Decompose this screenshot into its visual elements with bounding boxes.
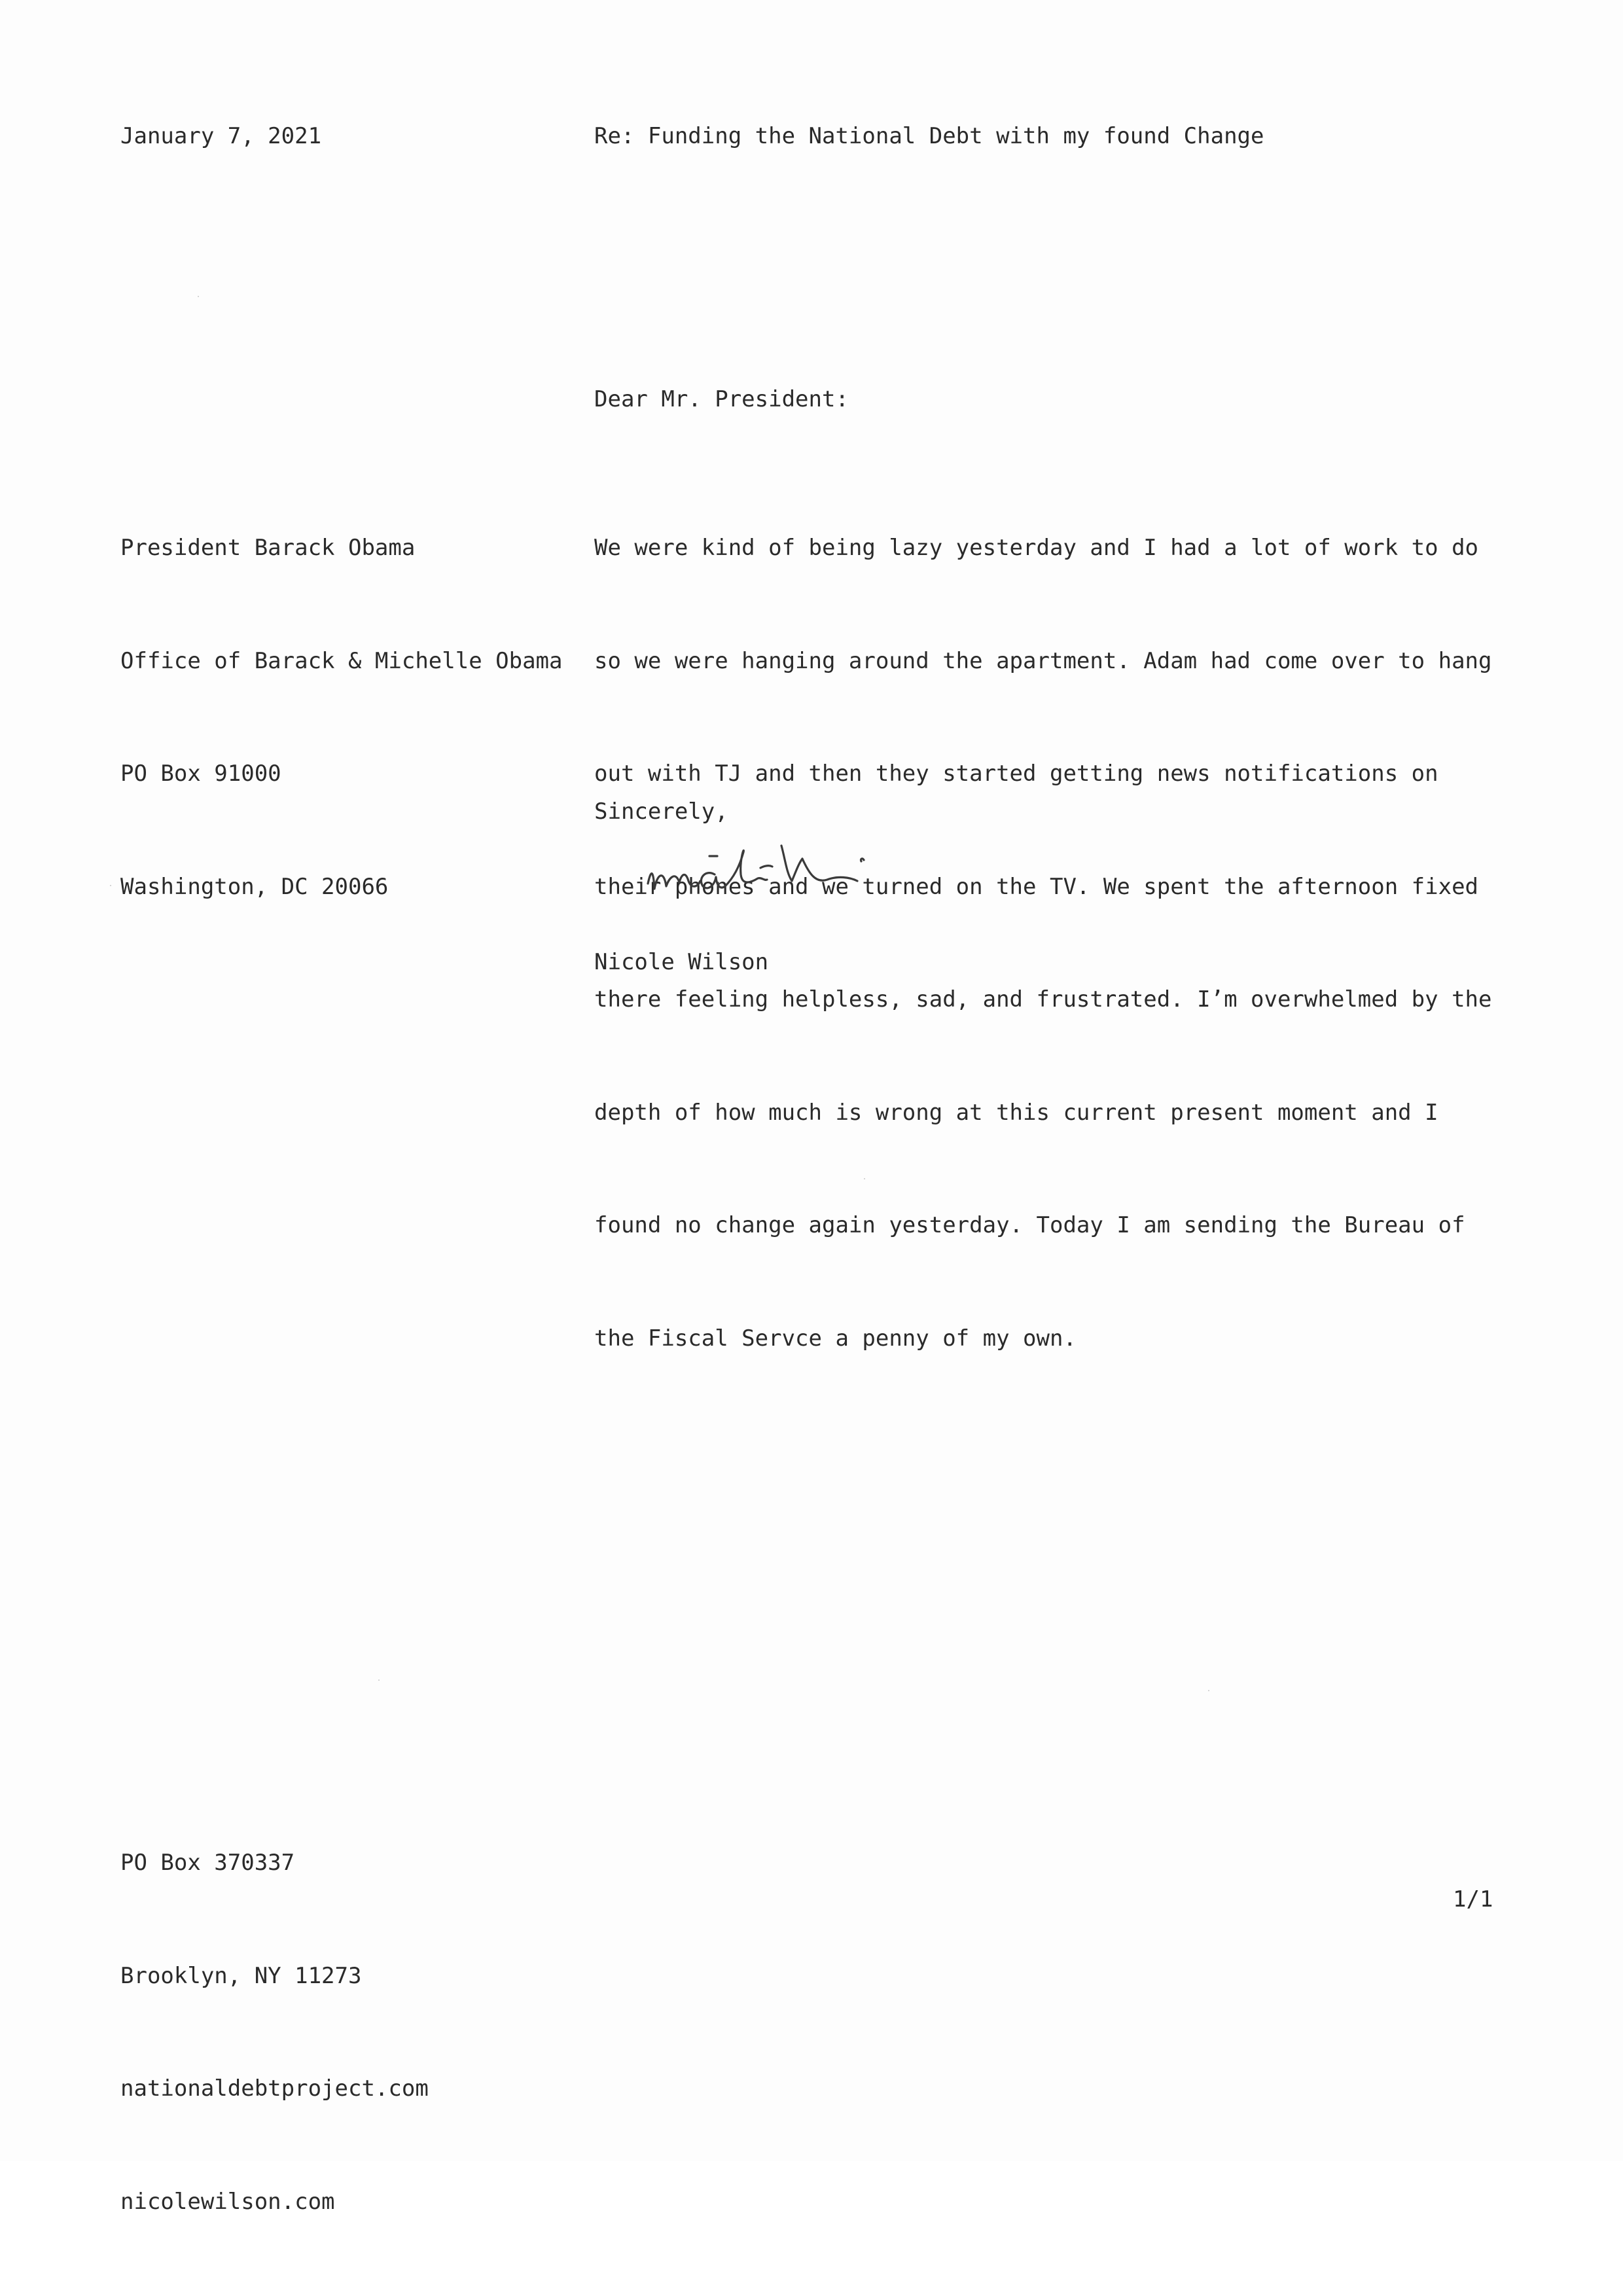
recipient-line: Washington, DC 20066: [120, 873, 389, 900]
letter-subject: Re: Funding the National Debt with my found Change: [594, 123, 1264, 149]
scan-speck: [1208, 1690, 1209, 1691]
recipient-address: [120, 454, 563, 981]
closing: Sincerely,: [594, 798, 728, 825]
body-line: so we were hanging around the apartment. Adam had come over to hang: [594, 647, 1492, 674]
body-line: found no change again yesterday. Today I am sending the Bureau of: [594, 1212, 1465, 1238]
body-line: out with TJ and then they started getting news notifications on: [594, 761, 1438, 787]
footer-link: nicolewilson.com: [120, 2188, 335, 2215]
body-line: there feeling helpless, sad, and frustrated. I’m overwhelmed by the: [594, 986, 1492, 1013]
recipient-line: PO Box 91000: [120, 761, 281, 787]
body-line: the Fiscal Servce a penny of my own.: [594, 1325, 1077, 1352]
page-number: 1/1: [1453, 1886, 1493, 1912]
scan-speck: [864, 1178, 865, 1179]
salutation: Dear Mr. President:: [594, 386, 849, 412]
footer-link: nationaldebtproject.com: [120, 2075, 429, 2102]
body-line: We were kind of being lazy yesterday and I had a lot of work to do: [594, 535, 1479, 561]
body-line: their phones and we turned on the TV. We spent the afternoon fixed: [594, 873, 1479, 900]
recipient-line: Office of Barack & Michelle Obama: [120, 647, 563, 674]
scan-speck: [110, 885, 111, 886]
letter-date: January 7, 2021: [120, 123, 322, 149]
recipient-line: President Barack Obama: [120, 535, 416, 561]
scan-speck: [198, 296, 199, 297]
body-line: depth of how much is wrong at this current present moment and I: [594, 1099, 1438, 1126]
sender-name: Nicole Wilson: [594, 949, 769, 975]
footer-address: [120, 1769, 429, 2296]
scan-speck: [378, 1679, 380, 1681]
footer-line: PO Box 370337: [120, 1850, 295, 1876]
footer-line: Brooklyn, NY 11273: [120, 1962, 362, 1989]
handwritten-signature: [641, 826, 955, 911]
